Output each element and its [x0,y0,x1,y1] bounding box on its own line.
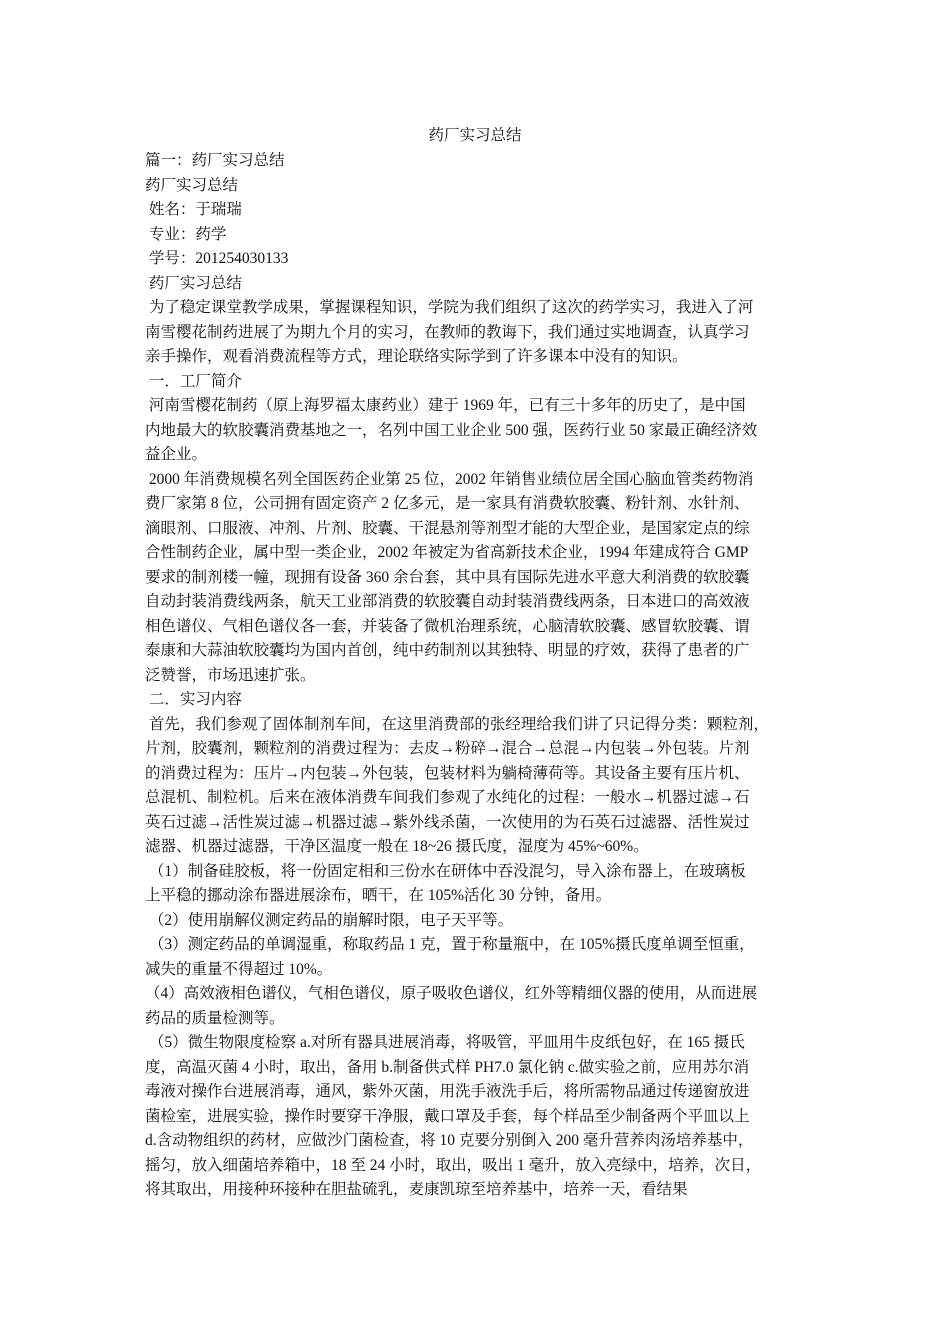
text-line: 姓名：于瑞瑞 [145,201,242,218]
text-line: 河南雪樱花制药（原上海罗福太康药业）建于 1969 年，已有三十多年的历史了，是中国 [145,397,746,414]
text-line: 合性制药企业，属中型一类企业，2002 年被定为省高新技术企业，1994 年建成符合 GMP [145,544,749,561]
text-line: 内地最大的软胶囊消费基地之一，名列中国工业企业 500 强，医药行业 50 家最正确经济效 [145,421,758,439]
text-line: 将其取出，用接种环接种在胆盐硫乳，麦康凯琼至培养基中，培养一天，看结果 [145,1181,688,1198]
text-line: 相色谱仪、气相色谱仪各一套，并装备了微机治理系统，心脑清软胶囊、感冒软胶囊、谓 [145,617,750,635]
text-line: 亲手操作，观看消费流程等方式，理论联络实际学到了许多课本中没有的知识。 [145,348,688,365]
text-line: 菌检室，进展实验，操作时要穿干净服，戴口罩及手套，每个样品至少制备两个平皿以上 [145,1107,750,1125]
text-line: 南雪樱花制药进展了为期九个月的实习，在教师的教诲下，我们通过实地调查，认真学习 [145,323,750,341]
text-line: 2000 年消费规模名列全国医药企业第 25 位，2002 年销售业绩位居全国心脑血管类药物消 [145,470,754,488]
document-title: 药厂实习总结 [428,127,522,144]
text-line: 度，高温灭菌 4 小时，取出，备用 b.制备供式样 PH7.0 氯化钠 c.做实验之前，应用苏尔消 [145,1058,750,1076]
text-line: 为了稳定课堂教学成果，掌握课程知识，学院为我们组织了这次的药学实习，我进入了河 [145,299,754,316]
text-line: 专业：药学 [145,225,227,243]
text-line: 摇匀，放入细菌培养箱中，18 至 24 小时，取出，吸出 1 毫升，放入亮绿中，培养，次日， [145,1156,762,1174]
text-line: d.含动物组织的药材，应做沙门菌检查，将 10 克要分别倒入 200 毫升营养肉汤培养基中， [145,1132,754,1149]
text-line: （5）微生物限度检察 a.对所有器具进展消毒，将吸管，平皿用牛皮纸包好，在 165 摄氏 [145,1034,745,1051]
text-line: 总混机、制粒机。后来在液体消费车间我们参观了水纯化的过程：一般水→机器过滤→石 [145,789,750,806]
text-line: 毒液对操作台进展消毒，通风，紫外灭菌，用洗手液洗手后，将所需物品通过传递窗放进 [145,1083,750,1100]
text-line: 药厂实习总结 [145,274,242,292]
text-line: 药品的质量检测等。 [145,1009,285,1027]
text-line: 上平稳的挪动涂布器进展涂布，晒干，在 105%活化 30 分钟，备用。 [145,887,612,904]
text-line: 片剂，胶囊剂，颗粒剂的消费过程为：去皮→粉碎→混合→总混→内包装→外包装。片剂 [145,740,750,757]
text-line: 减失的重量不得超过 10%。 [145,960,333,978]
section-heading: 二．实习内容 [145,691,242,708]
text-line: 英石过滤→活性炭过滤→机器过滤→紫外线杀菌，一次使用的为石英石过滤器、活性炭过 [145,813,750,831]
text-line: 益企业。 [145,446,208,463]
text-line: 自动封装消费线两条，航天工业部消费的软胶囊自动封装消费线两条，日本进口的高效液 [145,593,750,610]
text-line: 滤器、机器过滤器，干净区温度一般在 18~26 摄氏度，湿度为 45%~60%。 [145,838,649,855]
text-line: 滴眼剂、口服液、冲剂、片剂、胶囊、干混悬剂等剂型才能的大型企业，是国家定点的综 [145,519,750,537]
text-line: 费厂家第 8 位，公司拥有固定资产 2 亿多元，是一家具有消费软胶囊、粉针剂、水针剂、 [145,495,750,512]
document-body [145,149,811,1203]
text-line: （2）使用崩解仪测定药品的崩解时限，电子天平等。 [145,911,514,929]
text-line: 篇一：药厂实习总结 [145,152,285,169]
text-line: （4）高效液相色谱仪，气相色谱仪，原子吸收色谱仪，红外等精细仪器的使用，从而进展 [145,985,758,1002]
text-line: 泛赞誉，市场迅速扩张。 [145,666,316,684]
text-line: （3）测定药品的单调湿重，称取药品 1 克，置于称量瓶中，在 105%摄氏度单调至恒重， [145,936,755,953]
section-heading: 一．工厂简介 [145,372,242,390]
text-line: （1）制备硅胶板，将一份固定相和三份水在研体中吞没混匀，导入涂布器上，在玻璃板 [145,862,746,880]
text-line: 的消费过程为：压片→内包装→外包装，包装材料为躺椅薄荷等。其设备主要有压片机、 [145,764,750,782]
text-line: 要求的制剂楼一幢，现拥有设备 360 余台套，其中具有国际先进水平意大利消费的软胶囊 [145,568,750,586]
text-line: 学号：201254030133 [145,250,289,267]
text-line: 首先，我们参观了固体制剂车间，在这里消费部的张经理给我们讲了只记得分类：颗粒剂， [145,715,769,733]
text-line: 泰康和大蒜油软胶囊均为国内首创，纯中药制剂以其独特、明显的疗效，获得了患者的广 [145,642,750,659]
text-line: 药厂实习总结 [145,176,239,194]
